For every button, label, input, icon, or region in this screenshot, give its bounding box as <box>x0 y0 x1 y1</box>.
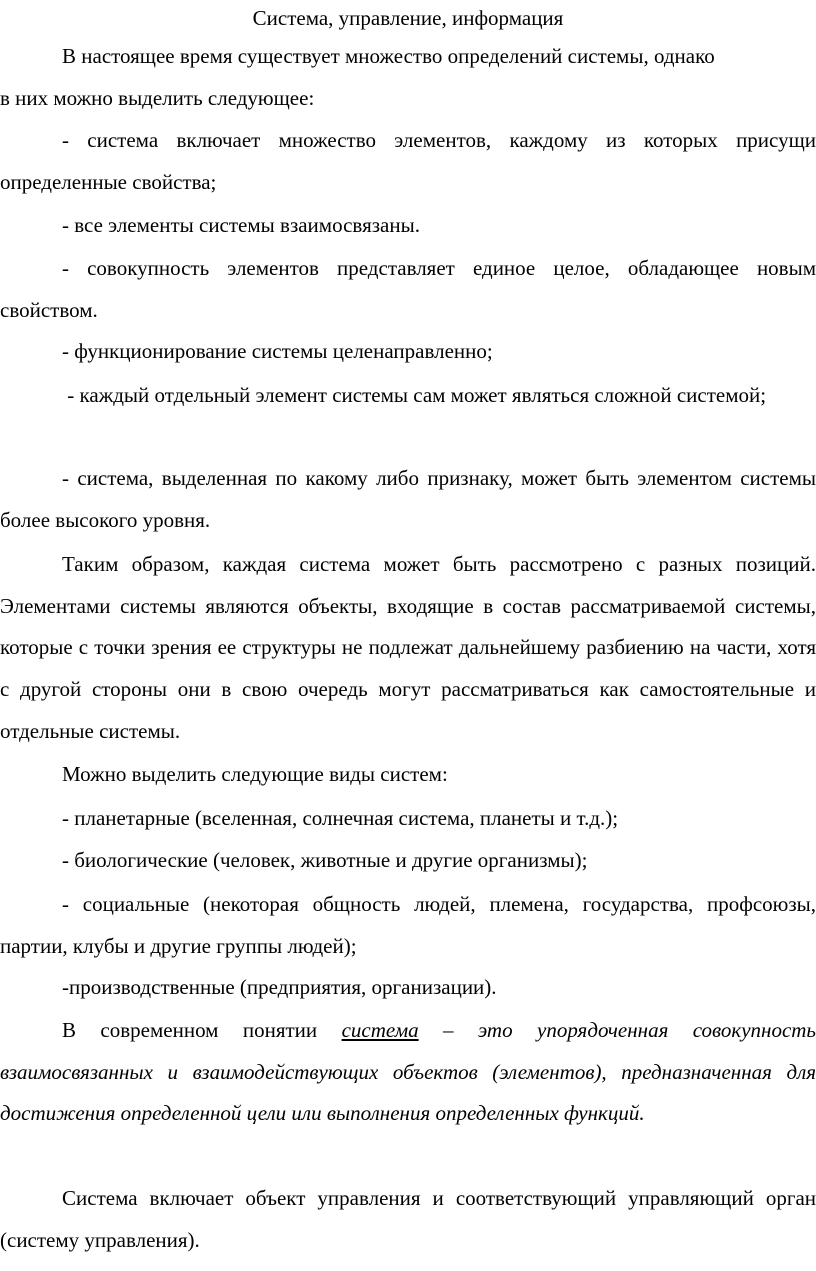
paragraph-intro-line2: в них можно выделить следующее: <box>0 86 315 110</box>
paragraph-list-item-integrity: - совокупность элементов представляет единое целое, обладающее новым свойством. <box>0 256 816 322</box>
paragraph-type-planetary: - планетарные (вселенная, солнечная система, планеты и т.д.); <box>62 806 619 830</box>
paragraph-definition <box>0 1010 816 1135</box>
definition-term: система <box>341 1018 419 1042</box>
definition-lead: В современном понятии <box>62 1018 342 1042</box>
paragraph-types-intro: Можно выделить следующие виды систем: <box>62 762 448 786</box>
paragraph-type-production: -производственные (предприятия, организации). <box>62 975 497 999</box>
paragraph-control-system: Система включает объект управления и соответствующий управляющий орган (систему управления). <box>0 1186 816 1252</box>
paragraph-positions: Таким образом, каждая система может быть рассмотрено с разных позиций. Элементами системы являются объекты, входящие в состав рассматриваемой системы, которые с точки зрения ее структуры не подлежат дальнейшему разбиению на части, хотя с другой стороны они в свою очередь могут рассматриваться как самостоятельные и отдельные системы. <box>0 552 816 743</box>
paragraph-list-item-complex: - каждый отдельный элемент системы сам может являться сложной системой; <box>62 383 767 407</box>
paragraph-list-item-interconnected: - все элементы системы взаимосвязаны. <box>62 213 420 237</box>
paragraph-intro-line1: В настоящее время существует множество определений системы, однако <box>62 44 715 68</box>
paragraph-type-social: - социальные (некоторая общность людей, племена, государства, профсоюзы, партии, клубы и другие группы людей); <box>0 892 816 958</box>
paragraph-list-item-higher-level: - система, выделенная по какому либо признаку, может быть элементом системы более высокого уровня. <box>0 466 816 532</box>
paragraph-list-item-elements: - система включает множество элементов, каждому из которых присущи определенные свойства; <box>0 128 816 194</box>
document-title: Система, управление, информация <box>252 6 564 30</box>
paragraph-list-item-purpose: - функционирование системы целенаправленно; <box>62 339 493 363</box>
definition-text: – это упорядоченная совокупность взаимосвязанных и взаимодействующих объектов (элементов), предназначенная для достижения определенной цели или выполнения определенных функций. <box>0 1018 816 1126</box>
paragraph-type-biological: - биологические (человек, животные и другие организмы); <box>62 848 588 872</box>
